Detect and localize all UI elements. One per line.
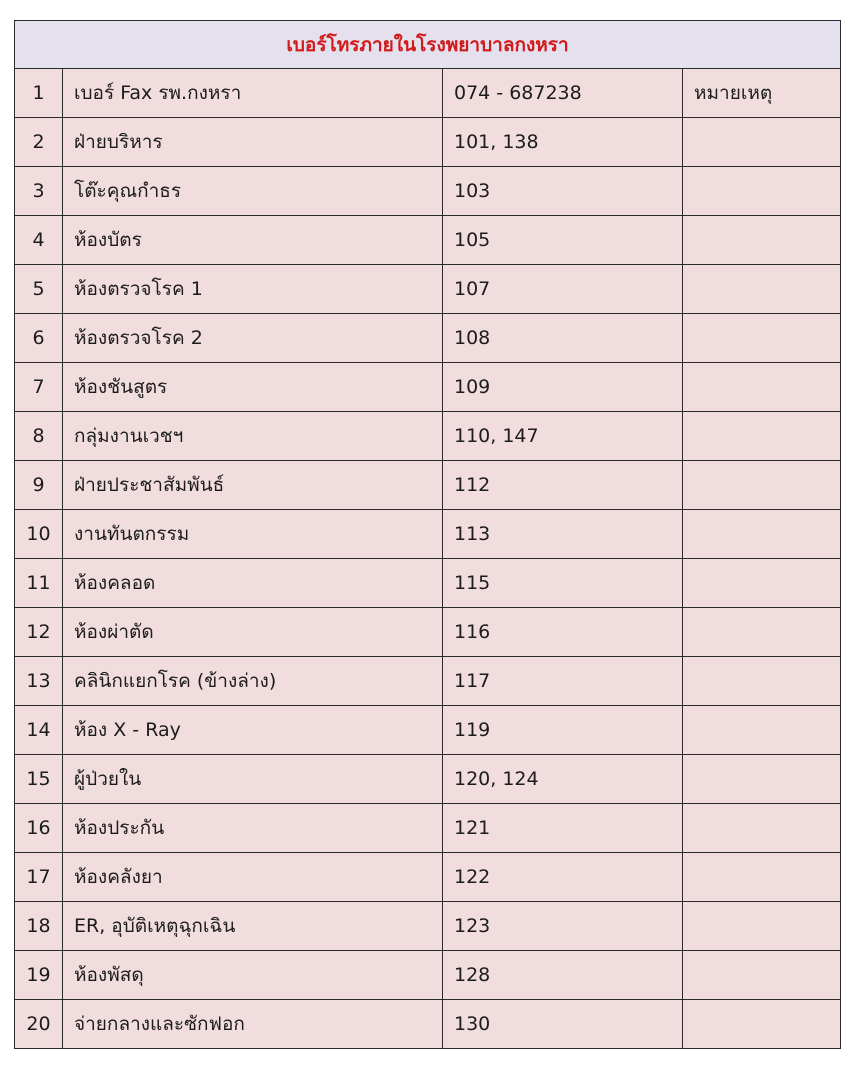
- table-row: [15, 1000, 841, 1049]
- table-row: [15, 167, 841, 216]
- note-cell: [683, 216, 841, 265]
- row-number-cell: 17: [15, 853, 63, 902]
- extension-cell: 128: [443, 951, 683, 1000]
- note-cell: [683, 951, 841, 1000]
- row-number-cell: 5: [15, 265, 63, 314]
- note-cell: [683, 314, 841, 363]
- row-number-cell: 4: [15, 216, 63, 265]
- note-cell: [683, 118, 841, 167]
- table-row: [15, 412, 841, 461]
- extension-cell: 105: [443, 216, 683, 265]
- row-number-cell: 13: [15, 657, 63, 706]
- extension-cell: 112: [443, 461, 683, 510]
- table-row: [15, 69, 841, 118]
- note-cell: [683, 510, 841, 559]
- note-cell: [683, 706, 841, 755]
- department-cell: ห้องตรวจโรค 2: [63, 314, 443, 363]
- row-number-cell: 6: [15, 314, 63, 363]
- department-cell: ห้องบัตร: [63, 216, 443, 265]
- department-cell: ผู้ป่วยใน: [63, 755, 443, 804]
- note-cell: [683, 608, 841, 657]
- table-row: [15, 853, 841, 902]
- note-cell: [683, 755, 841, 804]
- table-row: [15, 314, 841, 363]
- table-row: [15, 559, 841, 608]
- department-cell: ห้อง X - Ray: [63, 706, 443, 755]
- department-cell: คลินิกแยกโรค (ข้างล่าง): [63, 657, 443, 706]
- table-row: [15, 755, 841, 804]
- table-row: [15, 657, 841, 706]
- row-number-cell: 10: [15, 510, 63, 559]
- department-cell: งานทันตกรรม: [63, 510, 443, 559]
- note-cell: [683, 461, 841, 510]
- note-cell: [683, 804, 841, 853]
- note-cell: [683, 412, 841, 461]
- note-cell: [683, 363, 841, 412]
- table-row: [15, 216, 841, 265]
- table-row: [15, 118, 841, 167]
- row-number-cell: 11: [15, 559, 63, 608]
- department-cell: ฝ่ายบริหาร: [63, 118, 443, 167]
- department-cell: ห้องคลอด: [63, 559, 443, 608]
- extension-cell: 115: [443, 559, 683, 608]
- department-cell: ห้องพัสดุ: [63, 951, 443, 1000]
- department-cell: ห้องคลังยา: [63, 853, 443, 902]
- table-title: เบอร์โทรภายในโรงพยาบาลกงหรา: [15, 21, 841, 69]
- note-cell: [683, 167, 841, 216]
- extension-cell: 117: [443, 657, 683, 706]
- extension-cell: 121: [443, 804, 683, 853]
- table-row: [15, 951, 841, 1000]
- extension-cell: 103: [443, 167, 683, 216]
- department-cell: จ่ายกลางและซักฟอก: [63, 1000, 443, 1049]
- row-number-cell: 2: [15, 118, 63, 167]
- extension-cell: 130: [443, 1000, 683, 1049]
- note-cell: [683, 902, 841, 951]
- table-row: [15, 363, 841, 412]
- table-title-row: [15, 21, 841, 69]
- note-cell: [683, 853, 841, 902]
- department-cell: ฝ่ายประชาสัมพันธ์: [63, 461, 443, 510]
- row-number-cell: 19: [15, 951, 63, 1000]
- department-cell: กลุ่มงานเวชฯ: [63, 412, 443, 461]
- extension-cell: 120, 124: [443, 755, 683, 804]
- phone-directory-table: [14, 20, 841, 1049]
- note-cell: [683, 265, 841, 314]
- department-cell: ห้องตรวจโรค 1: [63, 265, 443, 314]
- row-number-cell: 18: [15, 902, 63, 951]
- row-number-cell: 3: [15, 167, 63, 216]
- extension-cell: 123: [443, 902, 683, 951]
- note-cell: [683, 657, 841, 706]
- row-number-cell: 1: [15, 69, 63, 118]
- table-row: [15, 461, 841, 510]
- row-number-cell: 12: [15, 608, 63, 657]
- extension-cell: 101, 138: [443, 118, 683, 167]
- row-number-cell: 14: [15, 706, 63, 755]
- table-row: [15, 608, 841, 657]
- table-row: [15, 902, 841, 951]
- row-number-cell: 8: [15, 412, 63, 461]
- extension-cell: 074 - 687238: [443, 69, 683, 118]
- extension-cell: 110, 147: [443, 412, 683, 461]
- extension-cell: 119: [443, 706, 683, 755]
- table-row: [15, 265, 841, 314]
- department-cell: ห้องผ่าตัด: [63, 608, 443, 657]
- extension-cell: 113: [443, 510, 683, 559]
- row-number-cell: 7: [15, 363, 63, 412]
- extension-cell: 109: [443, 363, 683, 412]
- row-number-cell: 20: [15, 1000, 63, 1049]
- department-cell: ER, อุบัติเหตุฉุกเฉิน: [63, 902, 443, 951]
- extension-cell: 108: [443, 314, 683, 363]
- row-number-cell: 15: [15, 755, 63, 804]
- extension-cell: 116: [443, 608, 683, 657]
- table-row: [15, 510, 841, 559]
- row-number-cell: 16: [15, 804, 63, 853]
- table-row: [15, 804, 841, 853]
- table-row: [15, 706, 841, 755]
- table-body: [15, 21, 841, 1049]
- extension-cell: 107: [443, 265, 683, 314]
- note-cell: [683, 559, 841, 608]
- note-cell: หมายเหตุ: [683, 69, 841, 118]
- row-number-cell: 9: [15, 461, 63, 510]
- department-cell: ห้องชันสูตร: [63, 363, 443, 412]
- note-cell: [683, 1000, 841, 1049]
- extension-cell: 122: [443, 853, 683, 902]
- department-cell: ห้องประกัน: [63, 804, 443, 853]
- department-cell: โต๊ะคุณกําธร: [63, 167, 443, 216]
- department-cell: เบอร์ Fax รพ.กงหรา: [63, 69, 443, 118]
